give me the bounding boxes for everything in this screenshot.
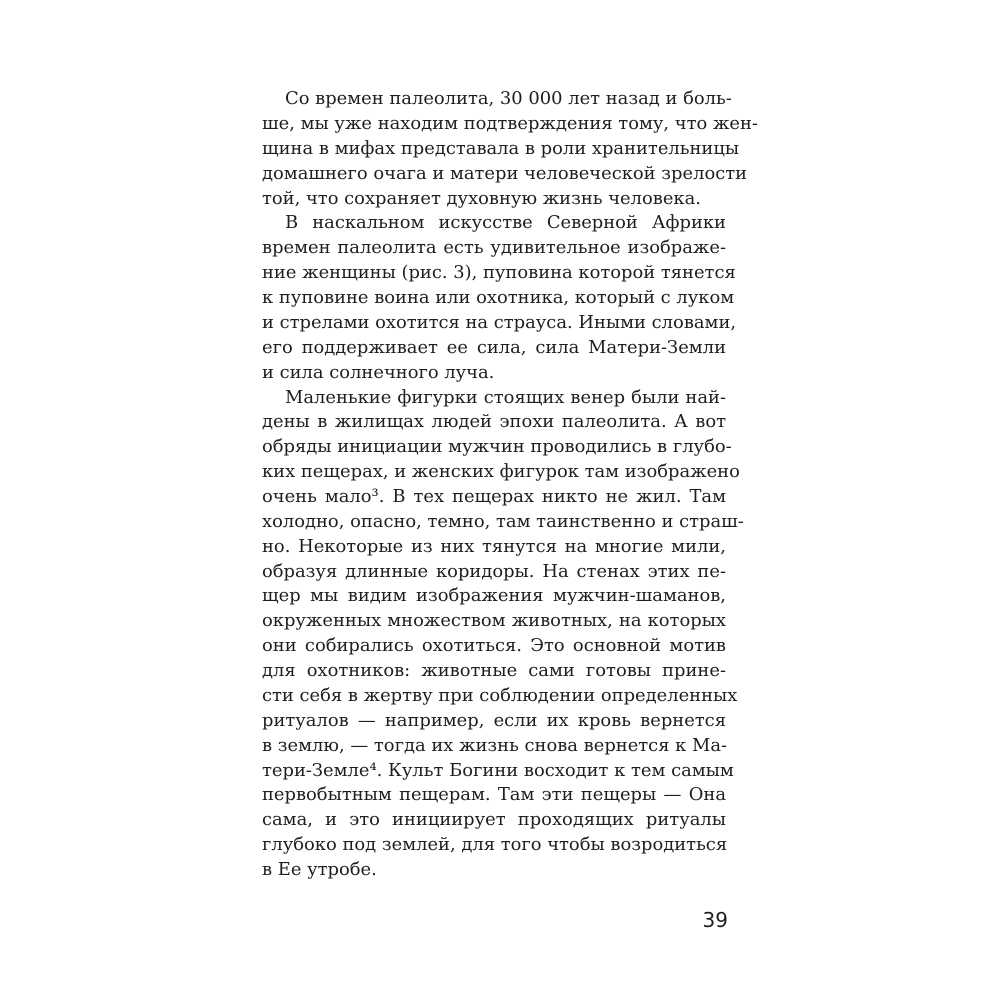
text-line: в Ее утробе. [262,859,377,880]
text-line: в землю, — тогда их жизнь снова вернется к Ма- [262,734,728,756]
text-line: его поддерживает ее сила, сила Матери-Земли [262,336,726,358]
text-line: для охотников: животные сами готовы прине- [262,660,726,681]
text-line: окруженных множеством животных, на которых [262,610,726,632]
text-line: очень мало³. В тех пещерах никто не жил. Там [262,485,726,507]
text-line: Со времен палеолита, 30 000 лет назад и боль- [285,88,732,109]
text-line: ритуалов — например, если их кровь вернется [262,709,726,731]
text-line: ние женщины (рис. 3), пуповина которой тянется [262,262,736,284]
text-line: обряды инициации мужчин проводились в глубо- [262,436,732,458]
text-line: образуя длинные коридоры. На стенах этих пе- [262,560,726,582]
text-line: щер мы видим изображения мужчин-шаманов, [262,585,726,607]
text-line: В наскальном искусстве Северной Африки [285,212,726,234]
text-line: той, что сохраняет духовную жизнь человека. [262,187,701,209]
text-line: холодно, опасно, темно, там таинственно и страш- [262,510,744,532]
text-line: и сила солнечного луча. [262,361,495,383]
text-line: глубоко под землей, для того чтобы возродиться [262,834,728,856]
text-line: Маленькие фигурки стоящих венер были най- [285,386,726,408]
text-line: домашнего очага и матери человеческой зрелости [262,162,748,184]
text-line: щина в мифах представала в роли хранительницы [262,137,740,159]
text-line: ких пещерах, и женских фигурок там изображено [262,461,740,483]
text-line: к пуповине воина или охотника, который с луком [262,287,735,308]
text-line: времен палеолита есть удивительное изображе- [262,237,726,259]
text-line: сама, и это инициирует проходящих ритуалы [262,809,726,831]
text-line: дены в жилищах людей эпохи палеолита. А вот [262,411,726,433]
text-line: они собирались охотиться. Это основной мотив [262,635,726,657]
text-line: тери-Земле⁴. Культ Богини восходит к тем самым [262,759,734,781]
page-number: 39 [702,908,728,932]
text-line: но. Некоторые из них тянутся на многие мили, [262,535,726,557]
text-line: первобытным пещерам. Там эти пещеры — Она [262,784,726,806]
text-line: и стрелами охотится на страуса. Иными словами, [262,311,737,333]
text-line: ше, мы уже находим подтверждения тому, что жен- [262,112,758,134]
text-line: сти себя в жертву при соблюдении определенных [262,684,738,706]
